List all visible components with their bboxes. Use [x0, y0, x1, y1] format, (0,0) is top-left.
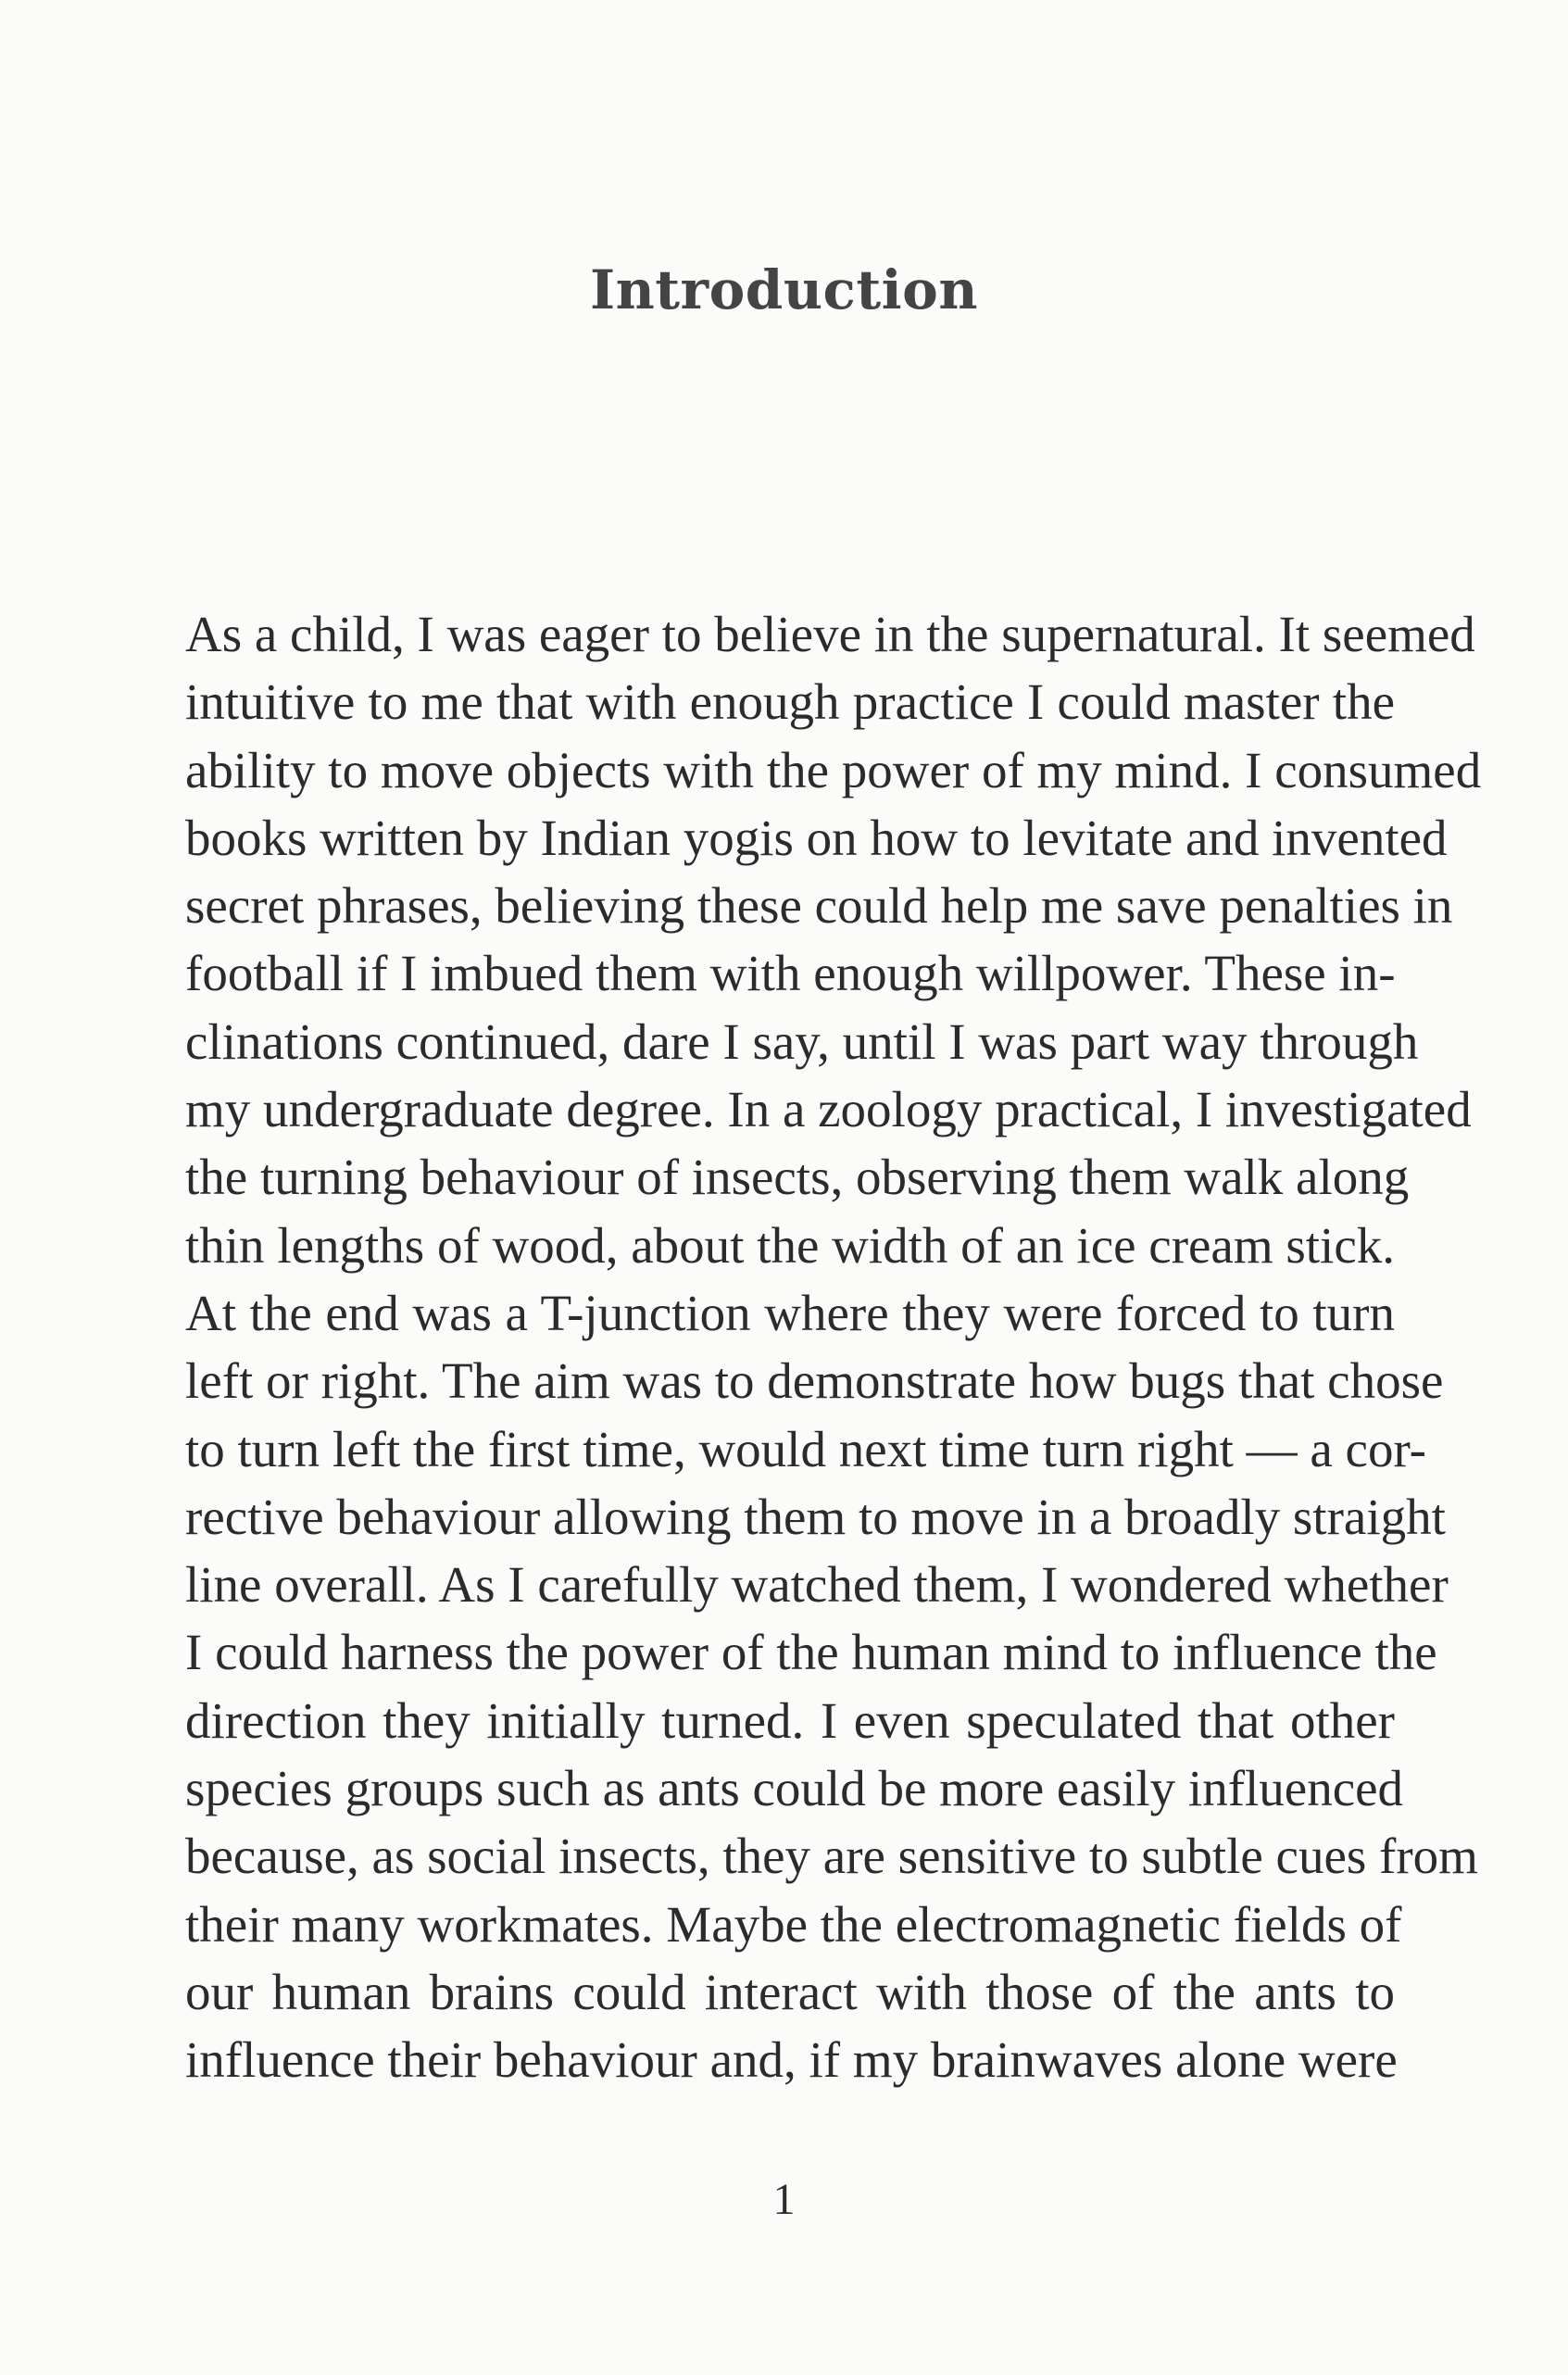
text-line: the turning behaviour of insects, observing them walk along: [185, 1149, 1410, 1206]
text-line: their many workmates. Maybe the electromagnetic fields of: [185, 1895, 1402, 1953]
page-number: 1: [772, 2175, 796, 2224]
text-line: football if I imbued them with enough willpower. These in-: [185, 945, 1396, 1002]
text-line: books written by Indian yogis on how to levitate and invented: [185, 809, 1448, 866]
text-line: I could harness the power of the human mind to influence the: [185, 1624, 1437, 1681]
text-line: At the end was a T-junction where they were forced to turn: [185, 1284, 1395, 1341]
text-line: intuitive to me that with enough practice I could master the: [185, 673, 1395, 731]
text-line: my undergraduate degree. In a zoology practical, I investigated: [185, 1081, 1472, 1138]
text-line: line overall. As I carefully watched them, I wondered whether: [185, 1556, 1449, 1614]
text-line: influence their behaviour and, if my brainwaves alone were: [185, 2031, 1398, 2089]
chapter-title: Introduction: [589, 258, 979, 321]
text-line: As a child, I was eager to believe in the supernatural. It seemed: [185, 606, 1475, 662]
text-line: rective behaviour allowing them to move in a broadly straight: [185, 1488, 1446, 1545]
body-paragraph: [185, 600, 1482, 2094]
text-line: our human brains could interact with those of the ants to: [185, 1963, 1395, 2020]
text-line: species groups such as ants could be more easily influenced: [185, 1760, 1404, 1817]
text-line: ability to move objects with the power of my mind. I consumed: [185, 741, 1482, 798]
text-line: to turn left the first time, would next time turn right — a cor-: [185, 1420, 1426, 1477]
text-line: thin lengths of wood, about the width of an ice cream stick.: [185, 1216, 1395, 1274]
text-line: clinations continued, dare I say, until I was part way through: [185, 1012, 1419, 1070]
text-line: because, as social insects, they are sensitive to subtle cues from: [185, 1828, 1478, 1885]
text-line: secret phrases, believing these could help me save penalties in: [185, 877, 1453, 935]
text-line: direction they initially turned. I even speculated that other: [185, 1691, 1395, 1749]
text-line: left or right. The aim was to demonstrate how bugs that chose: [185, 1352, 1444, 1410]
